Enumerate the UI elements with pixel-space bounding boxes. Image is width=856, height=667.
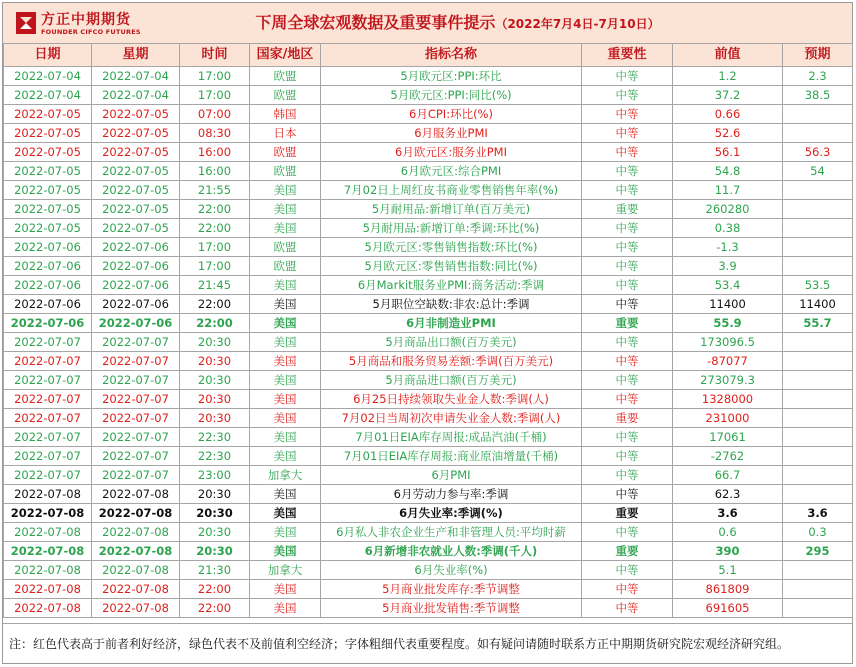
time-cell: 17:00 <box>180 257 250 276</box>
previous-value-cell: 11.7 <box>673 181 783 200</box>
previous-value-cell: 56.1 <box>673 143 783 162</box>
expected-value-cell <box>783 181 853 200</box>
date-cell: 2022-07-05 <box>4 200 92 219</box>
time-cell: 23:00 <box>180 466 250 485</box>
region-cell: 美国 <box>250 390 321 409</box>
region-cell: 欧盟 <box>250 143 321 162</box>
table-row <box>4 333 853 352</box>
weekday-cell: 2022-07-07 <box>92 390 180 409</box>
indicator-cell: 5月耐用品:新增订单:季调:环比(%) <box>321 219 582 238</box>
expected-value-cell: 2.3 <box>783 67 853 86</box>
table-row <box>4 485 853 504</box>
importance-cell: 中等 <box>582 238 673 257</box>
expected-value-cell <box>783 428 853 447</box>
importance-cell: 重要 <box>582 542 673 561</box>
previous-value-cell: -1.3 <box>673 238 783 257</box>
indicator-cell: 6月欧元区:服务业PMI <box>321 143 582 162</box>
column-header: 时间 <box>180 44 250 67</box>
expected-value-cell <box>783 390 853 409</box>
importance-cell: 中等 <box>582 580 673 599</box>
date-cell: 2022-07-05 <box>4 162 92 181</box>
date-cell: 2022-07-07 <box>4 409 92 428</box>
weekday-cell: 2022-07-05 <box>92 162 180 181</box>
time-cell: 20:30 <box>180 352 250 371</box>
date-cell: 2022-07-05 <box>4 143 92 162</box>
importance-cell: 中等 <box>582 447 673 466</box>
table-row <box>4 314 853 333</box>
previous-value-cell: 0.6 <box>673 523 783 542</box>
region-cell: 美国 <box>250 409 321 428</box>
indicator-cell: 5月商品进口额(百万美元) <box>321 371 582 390</box>
previous-value-cell: 390 <box>673 542 783 561</box>
importance-cell: 中等 <box>582 124 673 143</box>
column-header: 重要性 <box>582 44 673 67</box>
weekday-cell: 2022-07-05 <box>92 219 180 238</box>
table-row <box>4 428 853 447</box>
table-row <box>4 561 853 580</box>
report-frame <box>2 2 853 664</box>
expected-value-cell <box>783 561 853 580</box>
table-row <box>4 143 853 162</box>
column-header: 前值 <box>673 44 783 67</box>
weekday-cell: 2022-07-07 <box>92 466 180 485</box>
weekday-cell: 2022-07-05 <box>92 181 180 200</box>
table-row <box>4 409 853 428</box>
previous-value-cell: 231000 <box>673 409 783 428</box>
expected-value-cell: 54 <box>783 162 853 181</box>
indicator-cell: 6月Markit服务业PMI:商务活动:季调 <box>321 276 582 295</box>
weekday-cell: 2022-07-06 <box>92 276 180 295</box>
weekday-cell: 2022-07-07 <box>92 333 180 352</box>
date-cell: 2022-07-08 <box>4 523 92 542</box>
table-row <box>4 580 853 599</box>
date-cell: 2022-07-06 <box>4 257 92 276</box>
time-cell: 07:00 <box>180 105 250 124</box>
indicator-cell: 6月欧元区:综合PMI <box>321 162 582 181</box>
indicator-cell: 5月欧元区:PPI:同比(%) <box>321 86 582 105</box>
time-cell: 20:30 <box>180 371 250 390</box>
previous-value-cell: 173096.5 <box>673 333 783 352</box>
previous-value-cell: 5.1 <box>673 561 783 580</box>
expected-value-cell <box>783 485 853 504</box>
time-cell: 17:00 <box>180 67 250 86</box>
importance-cell: 中等 <box>582 86 673 105</box>
time-cell: 22:00 <box>180 295 250 314</box>
region-cell: 美国 <box>250 523 321 542</box>
time-cell: 21:30 <box>180 561 250 580</box>
region-cell: 韩国 <box>250 105 321 124</box>
report-header <box>3 3 852 44</box>
previous-value-cell: 52.6 <box>673 124 783 143</box>
importance-cell: 中等 <box>582 143 673 162</box>
previous-value-cell: 37.2 <box>673 86 783 105</box>
date-cell: 2022-07-08 <box>4 485 92 504</box>
table-row <box>4 200 853 219</box>
table-row <box>4 390 853 409</box>
importance-cell: 重要 <box>582 314 673 333</box>
table-row <box>4 219 853 238</box>
indicator-cell: 7月01日EIA库存周报:成品汽油(千桶) <box>321 428 582 447</box>
expected-value-cell <box>783 219 853 238</box>
indicator-cell: 6月非制造业PMI <box>321 314 582 333</box>
table-body <box>4 67 853 618</box>
region-cell: 欧盟 <box>250 67 321 86</box>
expected-value-cell: 11400 <box>783 295 853 314</box>
expected-value-cell: 295 <box>783 542 853 561</box>
expected-value-cell <box>783 580 853 599</box>
time-cell: 20:30 <box>180 504 250 523</box>
date-cell: 2022-07-05 <box>4 105 92 124</box>
indicator-cell: 6月新增非农就业人数:季调(千人) <box>321 542 582 561</box>
weekday-cell: 2022-07-08 <box>92 504 180 523</box>
importance-cell: 中等 <box>582 181 673 200</box>
importance-cell: 中等 <box>582 561 673 580</box>
region-cell: 加拿大 <box>250 466 321 485</box>
importance-cell: 中等 <box>582 523 673 542</box>
weekday-cell: 2022-07-08 <box>92 542 180 561</box>
weekday-cell: 2022-07-07 <box>92 371 180 390</box>
weekday-cell: 2022-07-04 <box>92 67 180 86</box>
region-cell: 美国 <box>250 181 321 200</box>
importance-cell: 中等 <box>582 466 673 485</box>
date-cell: 2022-07-07 <box>4 390 92 409</box>
indicator-cell: 5月商业批发销售:季节调整 <box>321 599 582 618</box>
importance-cell: 中等 <box>582 352 673 371</box>
weekday-cell: 2022-07-05 <box>92 143 180 162</box>
date-cell: 2022-07-07 <box>4 428 92 447</box>
time-cell: 16:00 <box>180 162 250 181</box>
region-cell: 美国 <box>250 314 321 333</box>
table-row <box>4 257 853 276</box>
table-row <box>4 181 853 200</box>
importance-cell: 中等 <box>582 599 673 618</box>
region-cell: 美国 <box>250 580 321 599</box>
time-cell: 22:00 <box>180 314 250 333</box>
date-cell: 2022-07-05 <box>4 181 92 200</box>
indicator-cell: 6月失业率(%) <box>321 561 582 580</box>
importance-cell: 中等 <box>582 390 673 409</box>
importance-cell: 重要 <box>582 504 673 523</box>
time-cell: 20:30 <box>180 485 250 504</box>
time-cell: 22:00 <box>180 580 250 599</box>
indicator-cell: 5月耐用品:新增订单(百万美元) <box>321 200 582 219</box>
time-cell: 20:30 <box>180 523 250 542</box>
table-row <box>4 371 853 390</box>
previous-value-cell: 0.38 <box>673 219 783 238</box>
time-cell: 22:30 <box>180 447 250 466</box>
logo-chinese-name: 方正中期期货 <box>41 12 131 28</box>
date-cell: 2022-07-08 <box>4 504 92 523</box>
weekday-cell: 2022-07-06 <box>92 314 180 333</box>
region-cell: 美国 <box>250 371 321 390</box>
expected-value-cell <box>783 409 853 428</box>
expected-value-cell <box>783 257 853 276</box>
weekday-cell: 2022-07-07 <box>92 409 180 428</box>
previous-value-cell: 66.7 <box>673 466 783 485</box>
indicator-cell: 7月02日当周初次申请失业金人数:季调(人) <box>321 409 582 428</box>
footer-note: 注：红色代表高于前者利好经济，绿色代表不及前值利空经济；字体粗细代表重要程度。如有疑问请随时联系方正中期期货研究院宏观经济研究组。 <box>3 623 852 663</box>
previous-value-cell: 55.9 <box>673 314 783 333</box>
weekday-cell: 2022-07-08 <box>92 580 180 599</box>
column-header: 指标名称 <box>321 44 582 67</box>
date-cell: 2022-07-05 <box>4 219 92 238</box>
date-cell: 2022-07-04 <box>4 86 92 105</box>
time-cell: 17:00 <box>180 86 250 105</box>
time-cell: 21:55 <box>180 181 250 200</box>
region-cell: 美国 <box>250 295 321 314</box>
date-cell: 2022-07-08 <box>4 580 92 599</box>
table-row <box>4 447 853 466</box>
importance-cell: 中等 <box>582 333 673 352</box>
table-row <box>4 466 853 485</box>
region-cell: 美国 <box>250 219 321 238</box>
table-row <box>4 86 853 105</box>
date-cell: 2022-07-06 <box>4 276 92 295</box>
weekday-cell: 2022-07-05 <box>92 200 180 219</box>
expected-value-cell: 38.5 <box>783 86 853 105</box>
previous-value-cell: 3.9 <box>673 257 783 276</box>
events-table <box>3 43 853 618</box>
previous-value-cell: 17061 <box>673 428 783 447</box>
weekday-cell: 2022-07-06 <box>92 257 180 276</box>
importance-cell: 中等 <box>582 219 673 238</box>
previous-value-cell: 691605 <box>673 599 783 618</box>
importance-cell: 中等 <box>582 428 673 447</box>
column-header: 日期 <box>4 44 92 67</box>
previous-value-cell: 1328000 <box>673 390 783 409</box>
table-row <box>4 162 853 181</box>
indicator-cell: 7月02日上周红皮书商业零售销售年率(%) <box>321 181 582 200</box>
region-cell: 美国 <box>250 333 321 352</box>
indicator-cell: 5月欧元区:零售销售指数:环比(%) <box>321 238 582 257</box>
expected-value-cell <box>783 466 853 485</box>
table-row <box>4 523 853 542</box>
weekday-cell: 2022-07-05 <box>92 124 180 143</box>
region-cell: 美国 <box>250 428 321 447</box>
expected-value-cell: 0.3 <box>783 523 853 542</box>
table-header-row <box>4 44 853 67</box>
indicator-cell: 5月职位空缺数:非农:总计:季调 <box>321 295 582 314</box>
region-cell: 美国 <box>250 352 321 371</box>
time-cell: 20:30 <box>180 542 250 561</box>
previous-value-cell: 260280 <box>673 200 783 219</box>
table-row <box>4 124 853 143</box>
column-header: 国家/地区 <box>250 44 321 67</box>
expected-value-cell <box>783 200 853 219</box>
logo-english-name: FOUNDER CIFCO FUTURES <box>41 28 141 36</box>
expected-value-cell: 56.3 <box>783 143 853 162</box>
previous-value-cell: 1.2 <box>673 67 783 86</box>
date-cell: 2022-07-08 <box>4 561 92 580</box>
table-row <box>4 504 853 523</box>
indicator-cell: 5月欧元区:零售销售指数:同比(%) <box>321 257 582 276</box>
indicator-cell: 5月商业批发库存:季节调整 <box>321 580 582 599</box>
previous-value-cell: -2762 <box>673 447 783 466</box>
indicator-cell: 6月CPI:环比(%) <box>321 105 582 124</box>
expected-value-cell: 3.6 <box>783 504 853 523</box>
column-header: 预期 <box>783 44 853 67</box>
expected-value-cell <box>783 371 853 390</box>
weekday-cell: 2022-07-08 <box>92 561 180 580</box>
date-cell: 2022-07-06 <box>4 238 92 257</box>
table-row <box>4 276 853 295</box>
weekday-cell: 2022-07-06 <box>92 295 180 314</box>
time-cell: 08:30 <box>180 124 250 143</box>
importance-cell: 重要 <box>582 200 673 219</box>
time-cell: 20:30 <box>180 409 250 428</box>
region-cell: 美国 <box>250 542 321 561</box>
time-cell: 22:30 <box>180 428 250 447</box>
region-cell: 美国 <box>250 485 321 504</box>
table-row <box>4 295 853 314</box>
table-row <box>4 542 853 561</box>
importance-cell: 中等 <box>582 257 673 276</box>
time-cell: 22:00 <box>180 200 250 219</box>
indicator-cell: 5月欧元区:PPI:环比 <box>321 67 582 86</box>
date-cell: 2022-07-07 <box>4 447 92 466</box>
region-cell: 欧盟 <box>250 257 321 276</box>
previous-value-cell: 62.3 <box>673 485 783 504</box>
weekday-cell: 2022-07-04 <box>92 86 180 105</box>
time-cell: 20:30 <box>180 390 250 409</box>
date-cell: 2022-07-06 <box>4 314 92 333</box>
date-cell: 2022-07-07 <box>4 352 92 371</box>
table-row <box>4 67 853 86</box>
expected-value-cell <box>783 333 853 352</box>
table-row <box>4 238 853 257</box>
weekday-cell: 2022-07-05 <box>92 105 180 124</box>
time-cell: 16:00 <box>180 143 250 162</box>
date-cell: 2022-07-05 <box>4 124 92 143</box>
expected-value-cell: 55.7 <box>783 314 853 333</box>
weekday-cell: 2022-07-07 <box>92 428 180 447</box>
expected-value-cell <box>783 447 853 466</box>
region-cell: 美国 <box>250 447 321 466</box>
indicator-cell: 5月商品出口额(百万美元) <box>321 333 582 352</box>
time-cell: 21:45 <box>180 276 250 295</box>
date-cell: 2022-07-07 <box>4 466 92 485</box>
time-cell: 22:00 <box>180 599 250 618</box>
expected-value-cell: 53.5 <box>783 276 853 295</box>
indicator-cell: 6月私人非农企业生产和非管理人员:平均时薪 <box>321 523 582 542</box>
importance-cell: 重要 <box>582 409 673 428</box>
indicator-cell: 7月01日EIA库存周报:商业原油增量(千桶) <box>321 447 582 466</box>
expected-value-cell <box>783 238 853 257</box>
region-cell: 美国 <box>250 599 321 618</box>
expected-value-cell <box>783 124 853 143</box>
weekday-cell: 2022-07-06 <box>92 238 180 257</box>
date-cell: 2022-07-06 <box>4 295 92 314</box>
date-cell: 2022-07-07 <box>4 333 92 352</box>
time-cell: 22:00 <box>180 219 250 238</box>
region-cell: 美国 <box>250 200 321 219</box>
table-row <box>4 105 853 124</box>
previous-value-cell: 3.6 <box>673 504 783 523</box>
indicator-cell: 6月25日持续领取失业金人数:季调(人) <box>321 390 582 409</box>
report-date-range: （2022年7月4日-7月10日） <box>495 17 660 31</box>
table-row <box>4 352 853 371</box>
report-title <box>3 3 852 43</box>
column-header: 星期 <box>92 44 180 67</box>
importance-cell: 中等 <box>582 276 673 295</box>
previous-value-cell: 273079.3 <box>673 371 783 390</box>
expected-value-cell <box>783 599 853 618</box>
date-cell: 2022-07-07 <box>4 371 92 390</box>
importance-cell: 中等 <box>582 295 673 314</box>
previous-value-cell: 0.66 <box>673 105 783 124</box>
previous-value-cell: -87077 <box>673 352 783 371</box>
indicator-cell: 6月服务业PMI <box>321 124 582 143</box>
region-cell: 欧盟 <box>250 162 321 181</box>
region-cell: 美国 <box>250 276 321 295</box>
report-title-main: 下周全球宏观数据及重要事件提示 <box>255 13 496 32</box>
importance-cell: 中等 <box>582 485 673 504</box>
region-cell: 欧盟 <box>250 238 321 257</box>
indicator-cell: 6月失业率:季调(%) <box>321 504 582 523</box>
expected-value-cell <box>783 352 853 371</box>
weekday-cell: 2022-07-08 <box>92 523 180 542</box>
date-cell: 2022-07-08 <box>4 542 92 561</box>
indicator-cell: 6月劳动力参与率:季调 <box>321 485 582 504</box>
previous-value-cell: 11400 <box>673 295 783 314</box>
previous-value-cell: 53.4 <box>673 276 783 295</box>
date-cell: 2022-07-08 <box>4 599 92 618</box>
weekday-cell: 2022-07-08 <box>92 485 180 504</box>
previous-value-cell: 861809 <box>673 580 783 599</box>
indicator-cell: 5月商品和服务贸易差额:季调(百万美元) <box>321 352 582 371</box>
weekday-cell: 2022-07-07 <box>92 447 180 466</box>
time-cell: 20:30 <box>180 333 250 352</box>
table-row <box>4 599 853 618</box>
weekday-cell: 2022-07-08 <box>92 599 180 618</box>
region-cell: 欧盟 <box>250 86 321 105</box>
importance-cell: 中等 <box>582 371 673 390</box>
region-cell: 加拿大 <box>250 561 321 580</box>
importance-cell: 中等 <box>582 67 673 86</box>
time-cell: 17:00 <box>180 238 250 257</box>
region-cell: 美国 <box>250 504 321 523</box>
previous-value-cell: 54.8 <box>673 162 783 181</box>
indicator-cell: 6月PMI <box>321 466 582 485</box>
importance-cell: 中等 <box>582 162 673 181</box>
date-cell: 2022-07-04 <box>4 67 92 86</box>
weekday-cell: 2022-07-07 <box>92 352 180 371</box>
expected-value-cell <box>783 105 853 124</box>
region-cell: 日本 <box>250 124 321 143</box>
importance-cell: 中等 <box>582 105 673 124</box>
